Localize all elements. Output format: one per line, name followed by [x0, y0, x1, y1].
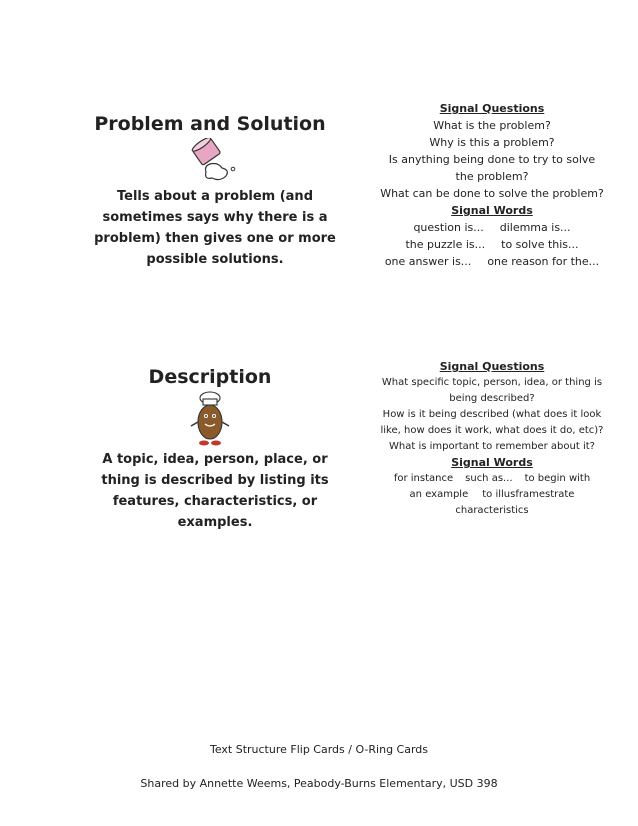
card2-question: How is it being described (what does it look [382, 409, 602, 420]
signal-word: to begin with [524, 473, 591, 484]
signal-word: dilemma is... [499, 221, 571, 234]
card1-question: the problem? [455, 170, 529, 183]
card1-line: possible solutions. [146, 252, 284, 267]
card1-title: Problem and Solution [94, 113, 326, 135]
card1-questions-heading: Signal Questions [439, 102, 545, 115]
footer-credit: Shared by Annette Weems, Peabody-Burns Elementary, USD 398 [140, 777, 498, 790]
card1-line: sometimes says why there is a [102, 210, 328, 225]
card1-word-row [362, 236, 622, 253]
card2-question: What is important to remember about it? [389, 441, 595, 452]
card2-question: What specific topic, person, idea, or thing is [381, 377, 603, 388]
card2-question: like, how does it work, what does it do, etc)? [380, 425, 604, 436]
card2-word-row [358, 503, 626, 519]
footer-title: Text Structure Flip Cards / O-Ring Cards [209, 743, 429, 756]
card1-word-row [362, 253, 622, 270]
card2-words-heading: Signal Words [451, 456, 533, 469]
signal-word: for instance [393, 473, 454, 484]
card2-word-row [358, 471, 626, 487]
signal-word: such as... [465, 473, 513, 484]
signal-word: an example [409, 489, 469, 500]
card1-question: What can be done to solve the problem? [380, 187, 604, 200]
card1-description [80, 186, 350, 270]
card2-questions-heading: Signal Questions [439, 360, 545, 373]
card2-line: features, characteristics, or [112, 494, 318, 509]
card1-question: Is anything being done to try to solve [388, 153, 596, 166]
card2-signals [358, 359, 626, 519]
card1-word-row [362, 219, 622, 236]
spilled-cup-icon [190, 138, 240, 184]
card2-word-row [358, 487, 626, 503]
card2-description [78, 449, 352, 533]
card1-line: Tells about a problem (and [116, 189, 313, 204]
signal-word: one answer is... [384, 255, 472, 268]
signal-word: characteristics [455, 505, 529, 516]
card1-question: Why is this a problem? [429, 136, 555, 149]
chef-potato-icon [188, 390, 234, 448]
card1-line: problem) then gives one or more [94, 231, 336, 246]
card2-question: being described? [449, 393, 535, 404]
signal-word: question is... [413, 221, 484, 234]
card2-line: thing is described by listing its [101, 473, 329, 488]
card2-line: examples. [177, 515, 253, 530]
card1-signals [362, 100, 622, 270]
signal-word: to solve this... [501, 238, 579, 251]
signal-word: the puzzle is... [405, 238, 486, 251]
card2-line: A topic, idea, person, place, or [102, 452, 328, 467]
signal-word: to illusframestrate [482, 489, 575, 500]
card1-question: What is the problem? [433, 119, 551, 132]
card1-words-heading: Signal Words [451, 204, 533, 217]
card2-title: Description [148, 366, 272, 388]
signal-word: one reason for the... [487, 255, 600, 268]
